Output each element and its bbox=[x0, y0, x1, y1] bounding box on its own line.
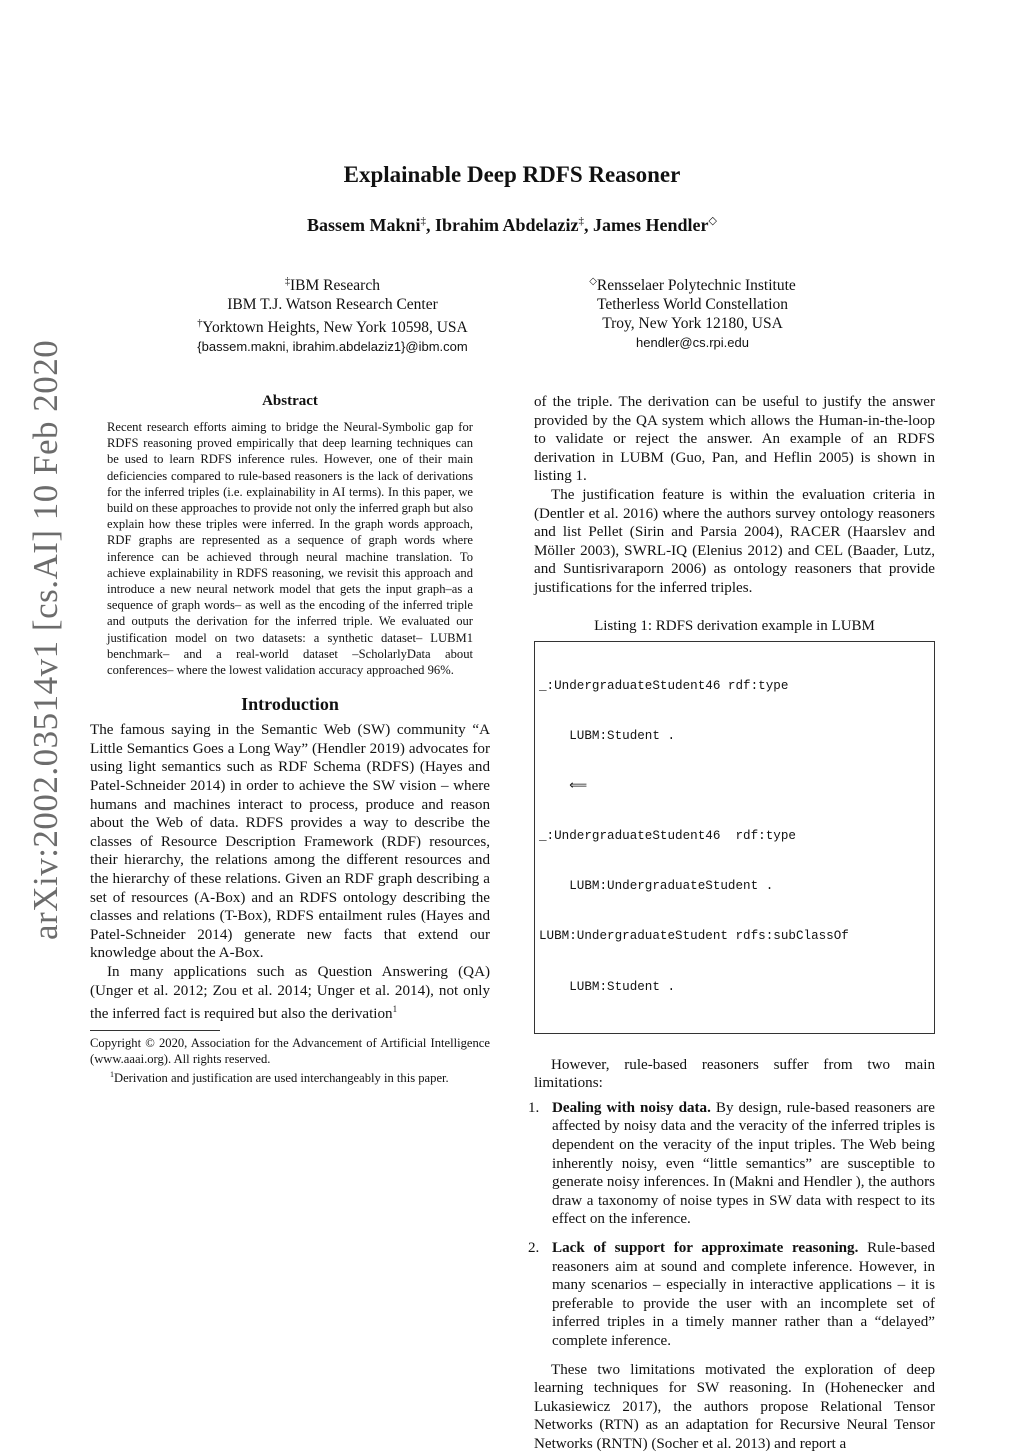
affiliation-line: Rensselaer Polytechnic Institute bbox=[596, 277, 796, 295]
affiliation-line: IBM T.J. Watson Research Center bbox=[227, 296, 438, 314]
listing-line: _:UndergraduateStudent46 rdf:type bbox=[539, 678, 789, 693]
right-paragraph-2: The justification feature is within the evaluation criteria in (Dentler et al. 2016) where the authors survey ontology reasoners and list Pellet (Sirin and Parsia 2004), RACER (Haarslev and Möller 2003), SWRL-IQ (Elenius 2012) and CEL (Baader, Lutz, and Suntisrivaraporn 2006) as ontology reasoners that provide justifications for the inferred triples. bbox=[534, 486, 935, 596]
left-column bbox=[90, 393, 490, 1086]
affiliation-mark: ◇ bbox=[708, 215, 717, 227]
listing-line: _:UndergraduateStudent46 rdf:type bbox=[539, 829, 796, 844]
right-paragraph-1: of the triple. The derivation can be useful to justify the answer provided by the QA system which allows the Human-in-the-loop to validate or reject the answer. An example of an RDFS derivation in LUBM (Guo, Pan, and Heflin 2005) is shown in listing 1. bbox=[534, 394, 935, 485]
author-name: , James Hendler bbox=[584, 215, 709, 235]
listing-line: LUBM:UndergraduateStudent rdfs:subClassOf bbox=[539, 929, 849, 944]
author-name: Bassem Makni bbox=[307, 215, 421, 235]
list-number: 2. bbox=[528, 1240, 540, 1257]
listing-line: LUBM:UndergraduateStudent . bbox=[539, 879, 774, 894]
footnote-1 bbox=[90, 1067, 490, 1086]
listing-caption: Listing 1: RDFS derivation example in LUBM bbox=[594, 617, 875, 634]
list-item-text: Rule-based reasoners aim at sound and complete inference. However, in many scenarios – especially in interactive applications – it is preferable to provide the user with an incomplete set of inferred triples in a timely manner rather than a “delayed” complete inference. bbox=[552, 1240, 935, 1350]
intro-paragraph-1: The famous saying in the Semantic Web (SW) community “A Little Semantics Goes a Long Way” (Hendler 2019) advocates for using light semantics such as RDF Schema (RDFS) (Hayes and Patel-Schneider 2014) in order to achieve the SW vision – where humans and machines interact to process, produce and reason about the Web of data. RDFS provides a way to describe the classes of Resource Description Framework (RDF) resources, their hierarchy, the relations among the different resources and the hierarchy of these relations. Given an RDF graph describing a set of resources (A-Box) and an RDFS ontology describing the classes and relations (T-Box), RDFS entailment rules (Hayes and Patel-Schneider 2014) generate new facts that extend our knowledge about the A-Box. bbox=[90, 722, 490, 962]
affiliation-mark: ◇ bbox=[589, 276, 597, 287]
author-name: , Ibrahim Abdelaziz bbox=[426, 215, 579, 235]
listing-line: LUBM:Student . bbox=[539, 729, 676, 744]
affiliation-mark: ‡ bbox=[578, 215, 585, 227]
affiliation-line: IBM Research bbox=[290, 277, 380, 295]
arxiv-identifier[interactable]: arXiv:2002.03514v1 [cs.AI] 10 Feb 2020 bbox=[26, 339, 65, 940]
right-paragraph-4: These two limitations motivated the exploration of deep learning techniques for SW reasoning. In (Hohenecker and Lukasiewicz 2017), the authors propose Relational Tensor Networks (RTN) as an adaptation for Recursive Neural Tensor Networks (RNTN) (Socher et al. 2013) and report a bbox=[534, 1361, 935, 1452]
paragraph-text: In many applications such as Question Answering (QA) (Unger et al. 2012; Zou et al. 2014; Unger et al. 2014), not only the inferred fact is required but also the derivation bbox=[90, 963, 490, 1023]
limitations-list bbox=[528, 1099, 935, 1351]
affiliation-line: Tetherless World Constellation bbox=[596, 296, 789, 314]
right-column bbox=[528, 393, 935, 1454]
affiliation-ibm bbox=[160, 272, 505, 356]
list-number: 1. bbox=[528, 1099, 540, 1116]
listing-line: ⟸ bbox=[539, 779, 588, 794]
list-item-title: Lack of support for approximate reasoning. bbox=[552, 1240, 859, 1257]
abstract-text: Recent research efforts aiming to bridge the Neural-Symbolic gap for RDFS reasoning proved empirically that deep learning techniques can be used to learn RDFS inference rules. However, one of their main deficiencies compared to rule-based reasoners is the lack of derivations for the inferred triples (i.e. explainability in AI terms). In this paper, we build on these approaches to provide not only the inferred graph but also explain how these triples were inferred. In the graph words approach, RDF graphs are represented as a sequence of graph words where inference can be achieved through neural machine translation. To achieve explainability in RDFS reasoning, we revisit this approach and introduce a new neural network model that gets the input graph–as a sequence of graph words– as well as the encoding of the inferred triple and outputs the derivation for the inferred triple. We evaluated our justification model on two datasets: a synthetic dataset– LUBM1 benchmark– and a real-world dataset –ScholarlyData about conferences– where the lowest validation accuracy approached 96%. bbox=[107, 420, 473, 678]
affiliation-line: Troy, New York 12180, USA bbox=[602, 315, 783, 333]
introduction-heading: Introduction bbox=[241, 694, 339, 715]
affiliation-mark: ‡ bbox=[420, 215, 427, 227]
email-ibm[interactable]: {bassem.makni, ibrahim.abdelaziz1}@ibm.com bbox=[197, 339, 468, 355]
copyright-notice: Copyright © 2020, Association for the Advancement of Artificial Intelligence (www.aaai.org). All rights reserved. bbox=[90, 1035, 490, 1066]
list-item bbox=[528, 1099, 935, 1229]
affiliation-mark: ‡ bbox=[285, 276, 291, 287]
list-item-title: Dealing with noisy data. bbox=[552, 1099, 711, 1116]
footnote-rule bbox=[90, 1030, 220, 1031]
intro-paragraph-2 bbox=[90, 963, 490, 1024]
affiliation-line: Yorktown Heights, New York 10598, USA bbox=[202, 319, 468, 337]
footnote-mark: 1 bbox=[110, 1069, 114, 1079]
right-paragraph-3: However, rule-based reasoners suffer from two main limitations: bbox=[534, 1056, 935, 1092]
footnote-ref[interactable]: 1 bbox=[392, 1004, 398, 1015]
listing-line: LUBM:Student . bbox=[539, 979, 676, 994]
email-rpi[interactable]: hendler@cs.rpi.edu bbox=[636, 335, 749, 351]
abstract-heading: Abstract bbox=[262, 393, 318, 409]
paper-title: Explainable Deep RDFS Reasoner bbox=[343, 162, 681, 187]
affiliation-rpi bbox=[520, 272, 865, 352]
code-listing bbox=[534, 641, 935, 1034]
footnote-text: Derivation and justification are used interchangeably in this paper. bbox=[114, 1070, 449, 1085]
list-item bbox=[528, 1239, 935, 1351]
author-list bbox=[0, 214, 1024, 236]
affiliation-mark: † bbox=[197, 318, 203, 330]
list-item-text: By design, rule-based reasoners are affected by noisy data and the veracity of the inferred triples is dependent on the veracity of the input triples. The Web being inherently noisy, even “little semantics” are susceptible to generate noisy inferences. In (Makni and Hendler ), the authors draw a taxonomy of noise types in SW data with respect to its effect on the inference. bbox=[552, 1099, 935, 1228]
